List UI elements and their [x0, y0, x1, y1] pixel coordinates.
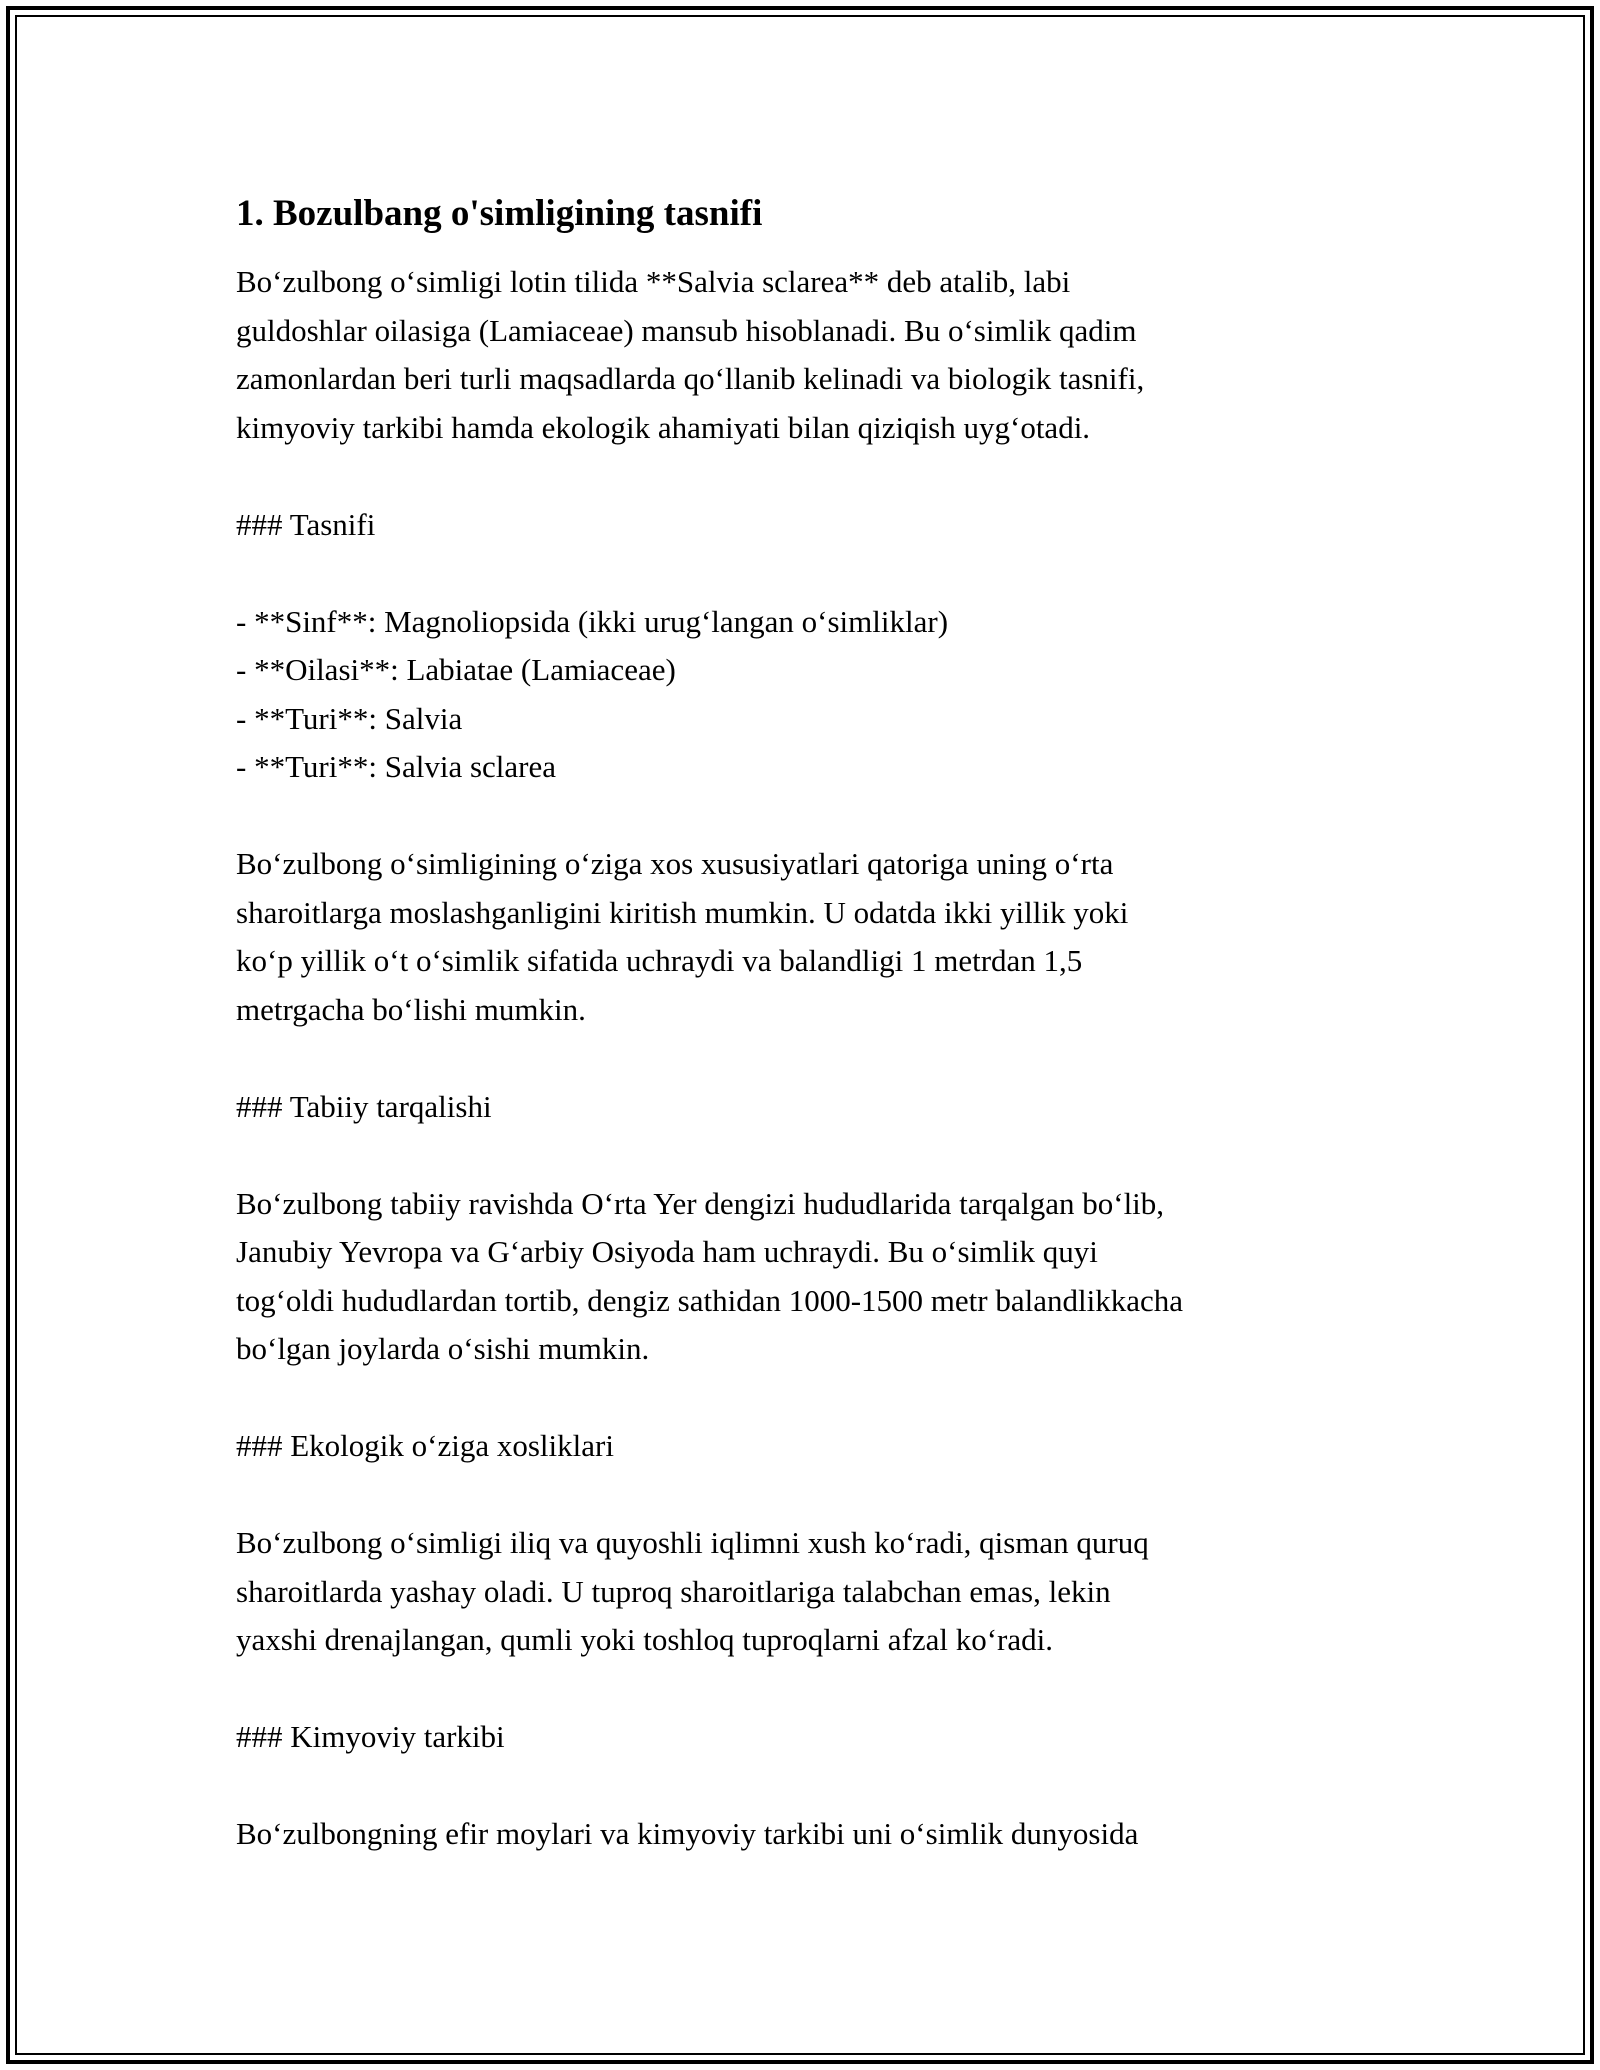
list-item: - **Turi**: Salvia sclarea — [236, 749, 556, 784]
text-line: zamonlardan beri turli maqsadlarda qo‘llanib kelinadi va biologik tasnifi, — [236, 361, 1145, 396]
section-heading-tasnifi: ### Tasnifi — [236, 506, 376, 542]
text-line: Bo‘zulbong o‘simligining o‘ziga xos xususiyatlari qatoriga uning o‘rta — [236, 846, 1114, 881]
text-line: Bo‘zulbong o‘simligi iliq va quyoshli iqlimni xush ko‘radi, qisman quruq — [236, 1525, 1149, 1560]
text-line: Janubiy Yevropa va G‘arbiy Osiyoda ham uchraydi. Bu o‘simlik quyi — [236, 1234, 1098, 1269]
section-heading-distribution: ### Tabiiy tarqalishi — [236, 1088, 492, 1124]
text-line: tog‘oldi hududlardan tortib, dengiz sathidan 1000-1500 metr balandlikkacha — [236, 1282, 1183, 1318]
document-body — [236, 188, 1376, 1859]
list-item: - **Turi**: Salvia — [236, 700, 463, 736]
list-item: - **Oilasi**: Labiatae (Lamiaceae) — [236, 652, 676, 687]
text-line: guldoshlar oilasiga (Lamiaceae) mansub hisoblanadi. Bu o‘simlik qadim — [236, 312, 1137, 348]
ecology-paragraph — [236, 1519, 1376, 1665]
spacer — [236, 792, 1376, 841]
text-line: bo‘lgan joylarda o‘sishi mumkin. — [236, 1331, 650, 1366]
chemistry-paragraph — [236, 1810, 1376, 1859]
spacer — [236, 1374, 1376, 1423]
list-item: - **Sinf**: Magnoliopsida (ikki urug‘langan o‘simliklar) — [236, 603, 949, 639]
spacer — [236, 452, 1376, 501]
section-heading-ecology: ### Ekologik o‘ziga xosliklari — [236, 1428, 614, 1463]
distribution-paragraph — [236, 1180, 1376, 1374]
spacer — [236, 1762, 1376, 1811]
text-line: ko‘p yillik o‘t o‘simlik sifatida uchraydi va balandligi 1 metrdan 1,5 — [236, 943, 1083, 978]
features-paragraph — [236, 840, 1376, 1034]
spacer — [236, 1034, 1376, 1083]
text-line: Bo‘zulbong tabiiy ravishda O‘rta Yer dengizi hududlarida tarqalgan bo‘lib, — [236, 1185, 1165, 1221]
spacer — [236, 1131, 1376, 1180]
spacer — [236, 240, 1376, 258]
text-line: yaxshi drenajlangan, qumli yoki toshloq tuproqlarni afzal ko‘radi. — [236, 1622, 1053, 1657]
spacer — [236, 1471, 1376, 1520]
text-line: metrgacha bo‘lishi mumkin. — [236, 991, 586, 1027]
text-line: Bo‘zulbongning efir moylari va kimyoviy tarkibi uni o‘simlik dunyosida — [236, 1816, 1139, 1851]
classification-list — [236, 598, 1376, 792]
text-line: kimyoviy tarkibi hamda ekologik ahamiyati bilan qiziqish uyg‘otadi. — [236, 409, 1091, 445]
intro-paragraph — [236, 258, 1376, 452]
spacer — [236, 1665, 1376, 1714]
text-line: sharoitlarga moslashganligini kiritish mumkin. U odatda ikki yillik yoki — [236, 894, 1129, 930]
text-line: Bo‘zulbong o‘simligi lotin tilida **Salvia sclarea** deb atalib, labi — [236, 264, 1071, 299]
text-line: sharoitlarda yashay oladi. U tuproq sharoitlariga talabchan emas, lekin — [236, 1573, 1111, 1609]
document-title: 1. Bozulbang o'simligining tasnifi — [236, 193, 763, 234]
spacer — [236, 549, 1376, 598]
section-heading-chemistry: ### Kimyoviy tarkibi — [236, 1719, 505, 1754]
